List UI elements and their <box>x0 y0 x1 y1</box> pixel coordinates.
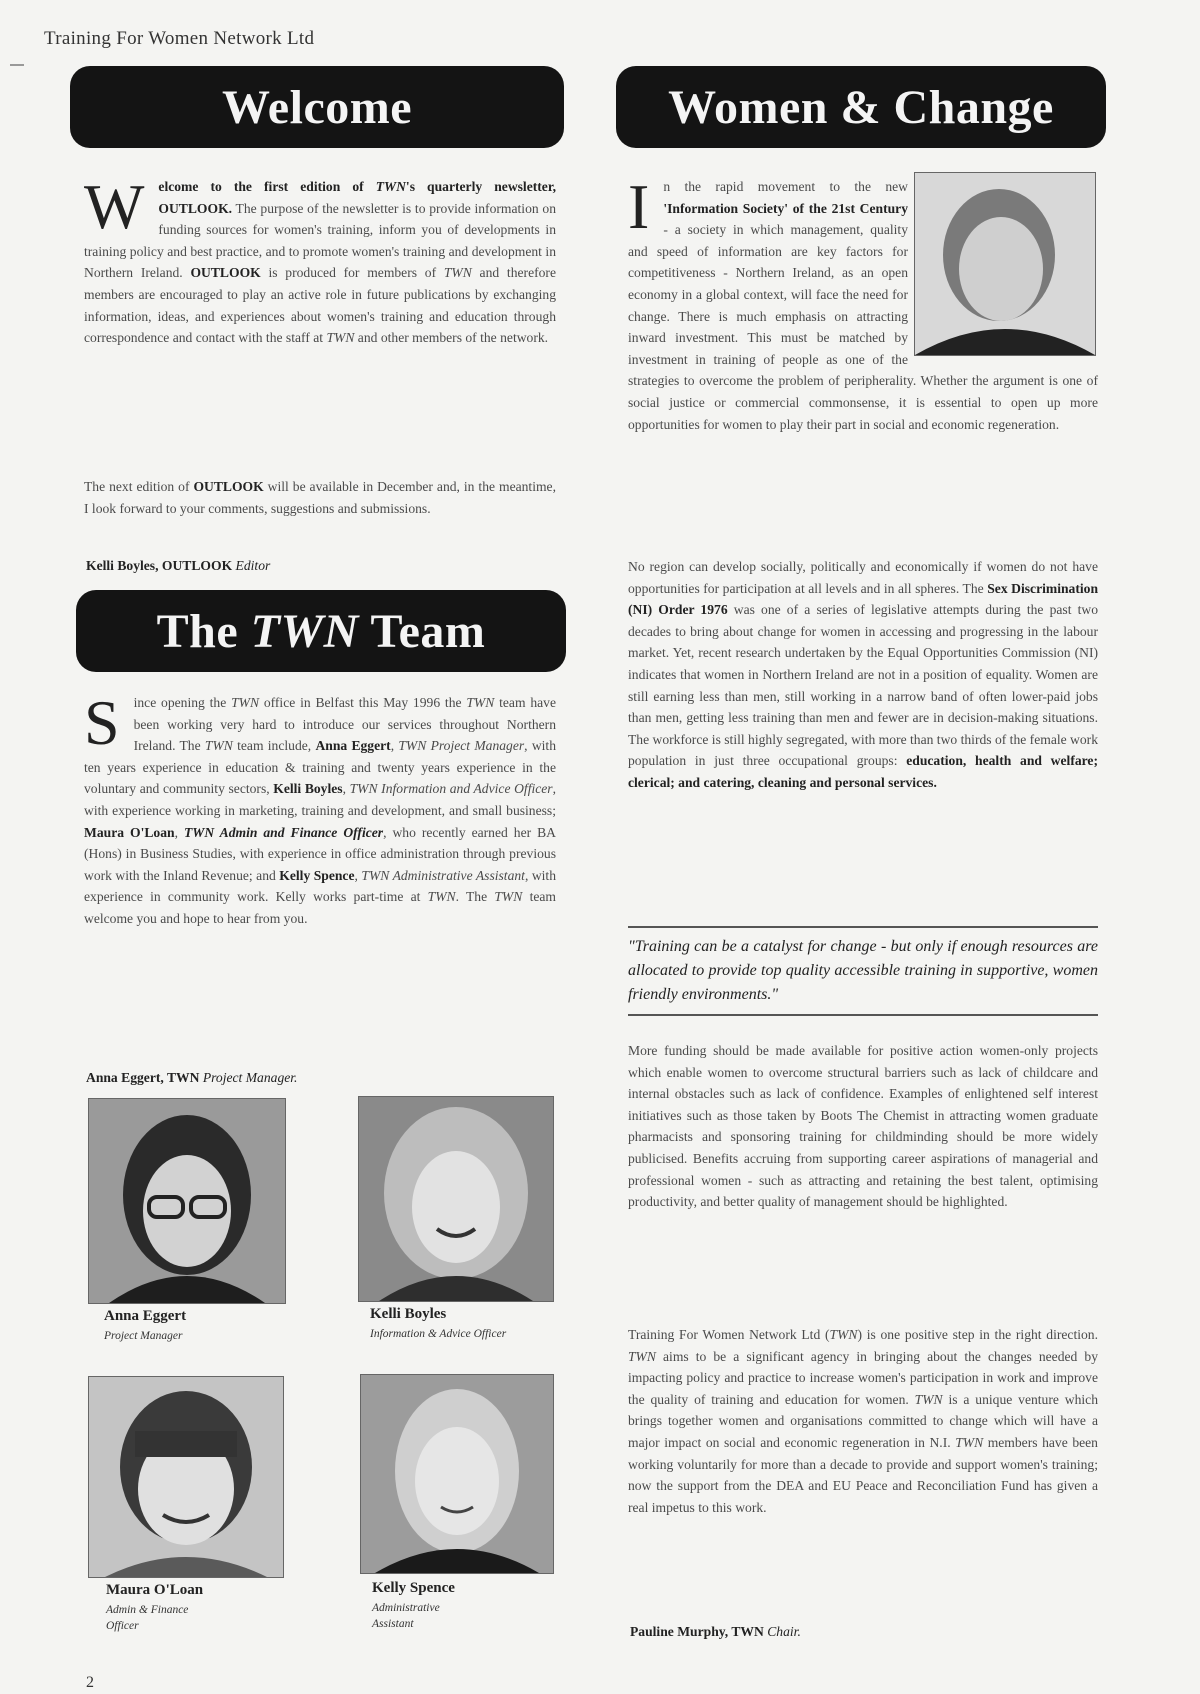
member-name: Kelly Spence <box>372 1580 455 1596</box>
change-signature-role: Chair. <box>767 1624 801 1639</box>
welcome-paragraph-2 <box>84 476 556 519</box>
change-text-2: No region can develop socially, politically and economically if women do not have opportunities for participation at all levels and in all spheres. The Sex Discrimination (NI) Order 1976 was one of a series of legislative attempts during the past two decades to bring about change for women in accessing and progressing in the labour market. Yet, recent research undertaken by the Equal Opportunities Commission (NI) indicates that women in Northern Ireland are not in a position of equality. Women are still earning less than men, still working in a narrow band of often lower-paid jobs than men, getting less training than men and fewer are in decision-making situations. The workforce is still highly segregated, with more than two thirds of the female work population in just three occupational groups: education, health and welfare; clerical; and catering, cleaning and personal services. <box>628 559 1098 790</box>
welcome-signature <box>86 558 270 574</box>
anna-eggert-photo <box>88 1098 286 1304</box>
change-signature <box>630 1624 801 1640</box>
welcome-title: Welcome <box>221 80 413 134</box>
welcome-dropcap: W <box>84 171 145 242</box>
margin-mark <box>10 64 24 66</box>
kelly-spence-photo <box>360 1374 554 1574</box>
change-text-4: Training For Women Network Ltd (TWN) is one positive step in the right direction. TWN aims to be a significant agency in bringing about the changes needed by impacting policy and practice to increase women's participation in work and improve the quality of training and education for women. TWN is a unique venture which brings together women and organisations committed to change which will have a major impact on social and economic regeneration in N.I. TWN members have been working voluntarily for more than a decade to provide and support women's training; now the support from the DEA and EU Peace and Reconciliation Fund has given a real impetus to this work. <box>628 1327 1099 1515</box>
member-name: Maura O'Loan <box>106 1582 204 1598</box>
women-change-title: Women & Change <box>668 80 1054 134</box>
women-change-banner <box>616 66 1106 148</box>
pull-quote: "Training can be a catalyst for change - but only if enough resources are allocated to provide top quality accessible training in supportive, women friendly environments." <box>628 926 1098 1016</box>
change-signature-name: Pauline Murphy, TWN <box>630 1624 764 1639</box>
welcome-paragraph-1 <box>84 171 557 349</box>
member-name: Kelli Boyles <box>370 1306 447 1322</box>
team-paragraph <box>84 687 557 930</box>
team-banner <box>76 590 566 672</box>
maura-oloan-photo <box>88 1376 284 1578</box>
member-role: Information & Advice Officer <box>370 1328 507 1340</box>
change-text-3: More funding should be made available for positive action women-only projects which enable women to overcome structural barriers such as lack of childcare and internal obstacles such as lack of confidence. Examples of enlightened self interest initiatives such as those taken by Boots The Chemist in attracting women graduate pharmacists and sponsoring training for childminding should be more widely publicised. Benefits accruing from supporting career aspirations of managerial and professional women - such as attracting and retaining the best talent, optimising productivity, and better quality of management should be highlighted. <box>628 1043 1098 1210</box>
page-number: 2 <box>86 1674 94 1691</box>
change-paragraph-3 <box>628 1040 1098 1213</box>
team-text: ince opening the TWN office in Belfast this May 1996 the TWN team have been working very hard to introduce our services throughout Northern Ireland. The TWN team include, Anna Eggert, TWN Project Manager, with ten years experience in education & training and twenty years experience in the voluntary and community sectors, Kelli Boyles, TWN Information and Advice Officer, with experience working in marketing, training and development, and small business; Maura O'Loan, TWN Admin and Finance Officer, who recently earned her BA (Hons) in Business Studies, with experience in office administration through previous work with the Inland Revenue; and Kelly Spence, TWN Administrative Assistant, with experience in community work. Kelly works part-time at TWN. The TWN team welcome you and hope to hear from you. <box>84 695 557 926</box>
photo-float-spacer <box>908 176 1098 360</box>
change-paragraph-1 <box>628 171 1098 435</box>
team-signature-role: Project Manager. <box>202 1070 298 1085</box>
change-text-1: n the rapid movement to the new 'Information Society' of the 21st Century - a society in which management, quality and speed of information are key factors for competitiveness - Northern Ireland, as an open economy in a global context, will face the need for change. There is much emphasis on attracting inward investment. This must be matched by investment in training of people as one of the strategies to overcome the problem of peripherality. Whether the argument is one of social justice or commercial commonsense, it is essential to open up more opportunities for women to play their part in social and economic regeneration. <box>628 179 1098 432</box>
organisation-header: Training For Women Network Ltd <box>44 28 315 49</box>
member-role: Administrative Assistant <box>372 1602 440 1630</box>
welcome-signature-role: Editor <box>235 558 271 573</box>
team-signature-name: Anna Eggert, TWN <box>86 1070 200 1085</box>
team-signature <box>86 1070 297 1086</box>
member-name: Anna Eggert <box>104 1308 187 1324</box>
member-role: Project Manager <box>104 1330 183 1342</box>
member-role: Admin & Finance Officer <box>106 1604 189 1632</box>
change-dropcap: I <box>628 171 650 242</box>
welcome-text-1: elcome to the first edition of TWN's quarterly newsletter, OUTLOOK. The purpose of the newsletter is to provide information on funding sources for women's training, inform you of developments in training policy and best practice, and to promote women's training and development in Northern Ireland. OUTLOOK is produced for members of TWN and therefore members are encouraged to play an active role in future publications by exchanging information, ideas, and experiences about women's training and education through correspondence and contact with the staff at TWN and other members of the network. <box>84 179 557 346</box>
team-dropcap: S <box>84 687 120 758</box>
team-title: The TWN Team <box>156 604 486 658</box>
welcome-signature-name: Kelli Boyles, OUTLOOK <box>86 558 233 573</box>
change-paragraph-2 <box>628 556 1098 794</box>
welcome-text-2: The next edition of OUTLOOK will be available in December and, in the meantime, I look forward to your comments, suggestions and submissions. <box>84 479 556 516</box>
welcome-banner <box>70 66 564 148</box>
kelli-boyles-photo <box>358 1096 554 1302</box>
change-paragraph-4 <box>628 1324 1098 1518</box>
